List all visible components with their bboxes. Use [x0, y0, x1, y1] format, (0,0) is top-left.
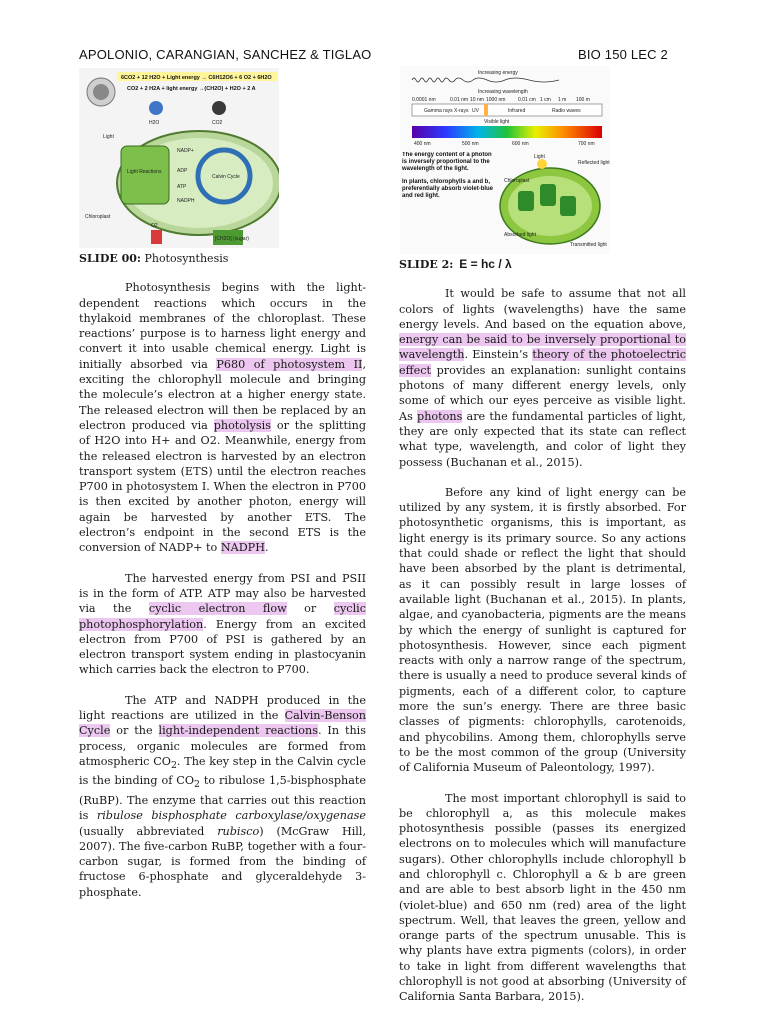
fig1-nadph: NADPH	[177, 198, 195, 204]
fig1-atp: ATP	[177, 184, 187, 190]
fig1-light: Light	[103, 134, 114, 140]
fig2-caption-1: The energy content of a photon is inversely proportional to the wavelength of the light.	[402, 152, 492, 172]
slide00-paragraph-1: Photosynthesis begins with the light-dependent reactions which occurs in the thylakoid membranes of the chloroplast. These reactions’ purpose is to harness light energy and convert it into usable chemical energy. Light is initially absorbed via P680 of photosystem II, exciting the chlorophyll molecule and bringing the molecule’s electron at a higher energy state. The released electron will then be replaced by an electron produced via photolysis or the splitting of H2O into H+ and O2. Meanwhile, energy from the released electron is harvested by an electron transport system (ETS) until the electron reaches P700 in photosystem I. When the electron in P700 is then excited by another photon, energy will again be harvested by another ETS. The electron’s endpoint in the second ETS is the conversion of NADP+ to NADPH.	[79, 281, 366, 555]
fig1-chloroplast: Chloroplast	[85, 214, 111, 220]
svg-text:Light: Light	[534, 154, 545, 160]
fig2-increasing-energy: Increasing energy	[478, 70, 518, 76]
right-column	[399, 257, 686, 1020]
svg-text:1 cm: 1 cm	[540, 97, 551, 103]
svg-text:Gamma rays: Gamma rays	[424, 108, 453, 114]
fig1-adp: ADP	[177, 168, 188, 174]
slide00-paragraph-3: The ATP and NADPH produced in the light reactions are utilized in the Calvin-Benson Cycle or the light-independent reactions. In this process, organic molecules are formed from atmospheric $CO_2$. The key step in the Calvin cycle is the binding of $CO_2$ to ribulose 1,5-bisphosphate (RuBP). The enzyme that carries out this reaction is ribulose bisphosphate carboxylase/oxygenase (usually abbreviated rubisco) (McGraw Hill, 2007). The five-carbon RuBP, together with a four-carbon sugar, is formed from the binding of fructose 6-phosphate and glyceraldehyde 3-phosphate.	[79, 693, 367, 899]
svg-text:1000 nm: 1000 nm	[486, 97, 506, 103]
svg-text:Chloroplast: Chloroplast	[504, 178, 530, 184]
svg-text:X-rays: X-rays	[454, 108, 469, 114]
svg-text:UV: UV	[472, 108, 479, 114]
fig1-h2o: H2O	[149, 120, 160, 126]
fig2-increasing-wavelength: Increasing wavelength	[478, 89, 528, 95]
fig1-sugar: [CH2O] (sugar)	[215, 236, 249, 242]
fig1-eq1: 6CO2 + 12 H2O + Light energy → C6H12O6 + 6 O2 + 6H2O	[121, 75, 272, 81]
svg-text:400 nm: 400 nm	[414, 141, 431, 147]
fig1-eq2: CO2 + 2 H2A + light energy →(CH2O) + H2O + 2 A	[127, 86, 256, 92]
slide00-heading: SLIDE 00: Photosynthesis	[79, 252, 229, 265]
sun-icon	[87, 78, 115, 106]
slide00-paragraph-2: The harvested energy from PSI and PSII is in the form of ATP. ATP may also be harvested via the cyclic electron flow or cyclic photophosphorylation. Energy from an excited electron from P700 of PSI is gathered by an electron transport system ending in plastocyanin which carries back the electron to P700.	[79, 571, 366, 677]
photosynthesis-diagram	[79, 68, 279, 248]
slide2-paragraph-2: Before any kind of light energy can be utilized by any system, it is firstly absorbed. For photosynthetic organisms, this is important, as light energy is its primary source. So any actions that could shade or reflect the light that should have been absorbed by the plant is detrimental, as it can possibly result in large losses of available light (Buchanan et al., 2015). In plants, algae, and cyanobacteria, pigments are the means by which the energy of sunlight is captured for photosynthesis. However, since each pigment reacts with only a narrow range of the spectrum, there is usually a need to produce several kinds of pigments, each of a different color, to capture more the sun’s energy. There are three basic classes of pigments: chlorophylls, carotenoids, and phycobilins. Among them, chlorophylls serve to be the most common of the group (University of California Museum of Paleontology, 1997).	[399, 485, 686, 775]
slide2-paragraph-1: It would be safe to assume that not all colors of lights (wavelengths) have the same energy levels. And based on the equation above, energy can be said to be inversely proportional to wavelength. Einstein’s theory of the photoelectric effect provides an explanation: sunlight contains photons of many different energy levels, only some of which our eyes perceive as visible light. As photons are the fundamental particles of light, they are only expected that its state can reflect what type, wavelength, and color of light they possess (Buchanan et al., 2015).	[399, 287, 687, 469]
fig1-o2: O2	[151, 223, 158, 229]
fig2-visible: Visible light	[484, 119, 510, 125]
svg-text:0.01 cm: 0.01 cm	[518, 97, 536, 103]
fig1-light-reactions: Light Reactions	[127, 169, 162, 175]
fig1-calvin: Calvin Cycle	[212, 174, 240, 180]
fig2-caption-2: In plants, chlorophylls a and b, preferentially absorb violet-blue and red light.	[402, 179, 494, 199]
svg-text:100 m: 100 m	[576, 97, 590, 103]
fig1-nadp: NADP+	[177, 148, 194, 154]
left-column	[79, 251, 366, 915]
energy-equation: E = hc / λ	[459, 257, 512, 271]
svg-text:Reflected light: Reflected light	[578, 160, 610, 166]
svg-text:Absorbed light: Absorbed light	[504, 232, 536, 238]
header-course: BIO 150 LEC 2	[577, 47, 668, 62]
svg-text:600 nm: 600 nm	[512, 141, 529, 147]
svg-text:1 m: 1 m	[558, 97, 567, 103]
header-authors: APOLONIO, CARANGIAN, SANCHEZ & TIGLAO	[79, 47, 372, 62]
svg-text:10 nm: 10 nm	[470, 97, 484, 103]
svg-text:500 nm: 500 nm	[462, 141, 479, 147]
svg-text:0.0001 nm: 0.0001 nm	[412, 97, 436, 103]
visible-spectrum-bar	[412, 126, 602, 138]
svg-text:0.01 nm: 0.01 nm	[450, 97, 469, 103]
slide2-paragraph-3: The most important chlorophyll is said to be chlorophyll a, as this molecule makes photosynthesis possible (passes its energized electrons on to molecules which will manufacture sugars). Other chlorophylls include chlorophyll b and chlorophyll c. Chlorophyll a & b are green and are able to best absorb light in the 450 nm (violet-blue) and 650 nm (red) area of the light spectrum. Well, that leaves the green, yellow and orange parts of the spectrum unusable. This is why plants have extra pigments (colors), in order to take in light from different wavelengths that chlorophyll is not good at absorbing (University of California Santa Barbara, 2015).	[399, 791, 686, 1004]
svg-text:Radio waves: Radio waves	[552, 108, 581, 114]
svg-text:Transmitted light: Transmitted light	[570, 242, 607, 248]
spectrum-diagram	[400, 66, 610, 254]
slide2-heading: SLIDE 2: E = hc / λ	[399, 257, 512, 271]
svg-text:Infrared: Infrared	[508, 108, 526, 114]
fig1-co2: CO2	[212, 120, 223, 126]
svg-text:700 nm: 700 nm	[578, 141, 595, 147]
